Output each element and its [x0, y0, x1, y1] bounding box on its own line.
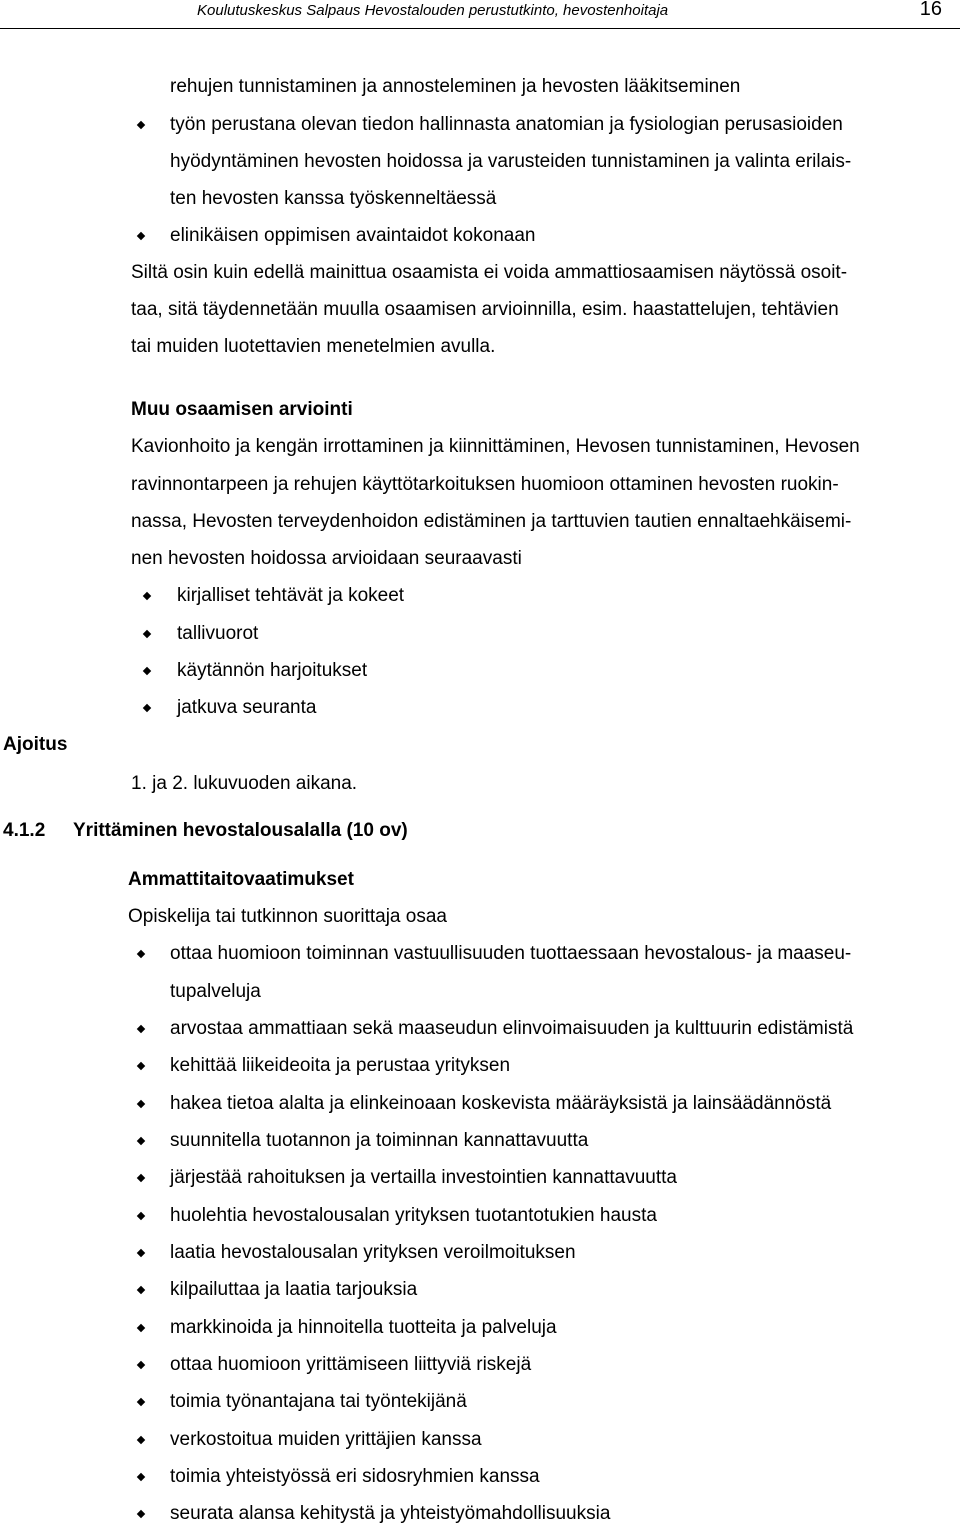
list-item: hyödyntäminen hevosten hoidossa ja varusteiden tunnistaminen ja valinta erilais-: [170, 151, 852, 172]
list-item: tallivuorot: [177, 623, 259, 644]
paragraph-line: ravinnontarpeen ja rehujen käyttötarkoituksen huomioon ottaminen hevosten ruokin-: [131, 474, 839, 495]
paragraph-line: Kavionhoito ja kengän irrottaminen ja kiinnittäminen, Hevosen tunnistaminen, Hevosen: [131, 436, 860, 457]
timing-label: Ajoitus: [3, 734, 68, 755]
page-number: 16: [919, 0, 942, 20]
bullet-icon: [134, 1390, 148, 1414]
bullet-icon: [134, 224, 148, 248]
bullet-icon: [134, 113, 148, 137]
bullet-icon: [140, 659, 154, 683]
list-item: kehittää liikeideoita ja perustaa yrityksen: [170, 1055, 511, 1076]
list-item: järjestää rahoituksen ja vertailla investointien kannattavuutta: [170, 1167, 677, 1188]
list-item: tupalveluja: [170, 981, 261, 1002]
section-number: 4.1.2: [3, 820, 46, 841]
paragraph-line: tai muiden luotettavien menetelmien avulla.: [131, 336, 496, 357]
bullet-icon: [134, 1316, 148, 1340]
bullet-icon: [134, 1129, 148, 1153]
paragraph-line: nassa, Hevosten terveydenhoidon edistäminen ja tarttuvien tautien ennaltaehkäisemi-: [131, 511, 852, 532]
bullet-icon: [134, 1278, 148, 1302]
list-item: seurata alansa kehitystä ja yhteistyömahdollisuuksia: [170, 1503, 611, 1524]
list-item: laatia hevostalousalan yrityksen veroilmoituksen: [170, 1242, 576, 1263]
paragraph-line: taa, sitä täydennetään muulla osaamisen arvioinnilla, esim. haastattelujen, tehtävien: [131, 299, 839, 320]
timing-value: 1. ja 2. lukuvuoden aikana.: [131, 773, 358, 794]
bullet-icon: [134, 1353, 148, 1377]
bullet-icon: [134, 1465, 148, 1489]
list-item: hakea tietoa alalta ja elinkeinoaan koskevista määräyksistä ja lainsäädännöstä: [170, 1093, 832, 1114]
page-header: [0, 0, 960, 29]
section-title: Yrittäminen hevostalousalalla (10 ov): [73, 820, 408, 841]
bullet-icon: [134, 1204, 148, 1228]
bullet-icon: [134, 942, 148, 966]
list-item: elinikäisen oppimisen avaintaidot kokonaan: [170, 225, 536, 246]
bullet-icon: [140, 696, 154, 720]
list-item: huolehtia hevostalousalan yrityksen tuotantotukien hausta: [170, 1205, 657, 1226]
list-item: markkinoida ja hinnoitella tuotteita ja palveluja: [170, 1317, 557, 1338]
bullet-icon: [134, 1428, 148, 1452]
list-item: toimia työnantajana tai työntekijänä: [170, 1391, 467, 1412]
other-assessment-heading: Muu osaamisen arviointi: [131, 399, 353, 420]
bullet-icon: [140, 622, 154, 646]
bullet-icon: [134, 1017, 148, 1041]
bullet-icon: [134, 1166, 148, 1190]
list-item: ottaa huomioon toiminnan vastuullisuuden tuottaessaan hevostalous- ja maaseu-: [170, 943, 852, 964]
header-title: Koulutuskeskus Salpaus Hevostalouden perustutkinto, hevostenhoitaja: [197, 2, 669, 19]
list-item: kirjalliset tehtävät ja kokeet: [177, 585, 405, 606]
bullet-icon: [134, 1502, 148, 1526]
list-item: arvostaa ammattiaan sekä maaseudun elinvoimaisuuden ja kulttuurin edistämistä: [170, 1018, 854, 1039]
list-item: kilpailuttaa ja laatia tarjouksia: [170, 1279, 418, 1300]
bullet-icon: [140, 584, 154, 608]
paragraph-line: nen hevosten hoidossa arvioidaan seuraavasti: [131, 548, 522, 569]
list-item: työn perustana olevan tiedon hallinnasta anatomian ja fysiologian perusasioiden: [170, 114, 843, 135]
list-item: rehujen tunnistaminen ja annosteleminen ja hevosten lääkitseminen: [170, 76, 741, 97]
bullet-icon: [134, 1092, 148, 1116]
list-item: käytännön harjoitukset: [177, 660, 368, 681]
list-item: jatkuva seuranta: [177, 697, 317, 718]
list-item: suunnitella tuotannon ja toiminnan kannattavuutta: [170, 1130, 589, 1151]
requirements-intro: Opiskelija tai tutkinnon suorittaja osaa: [128, 906, 447, 927]
list-item: ten hevosten kanssa työskenneltäessä: [170, 188, 497, 209]
list-item: verkostoitua muiden yrittäjien kanssa: [170, 1429, 482, 1450]
paragraph-line: Siltä osin kuin edellä mainittua osaamista ei voida ammattiosaamisen näytössä osoit-: [131, 262, 848, 283]
requirements-heading: Ammattitaitovaatimukset: [128, 869, 354, 890]
list-item: toimia yhteistyössä eri sidosryhmien kanssa: [170, 1466, 540, 1487]
bullet-icon: [134, 1054, 148, 1078]
bullet-icon: [134, 1241, 148, 1265]
list-item: ottaa huomioon yrittämiseen liittyviä riskejä: [170, 1354, 532, 1375]
